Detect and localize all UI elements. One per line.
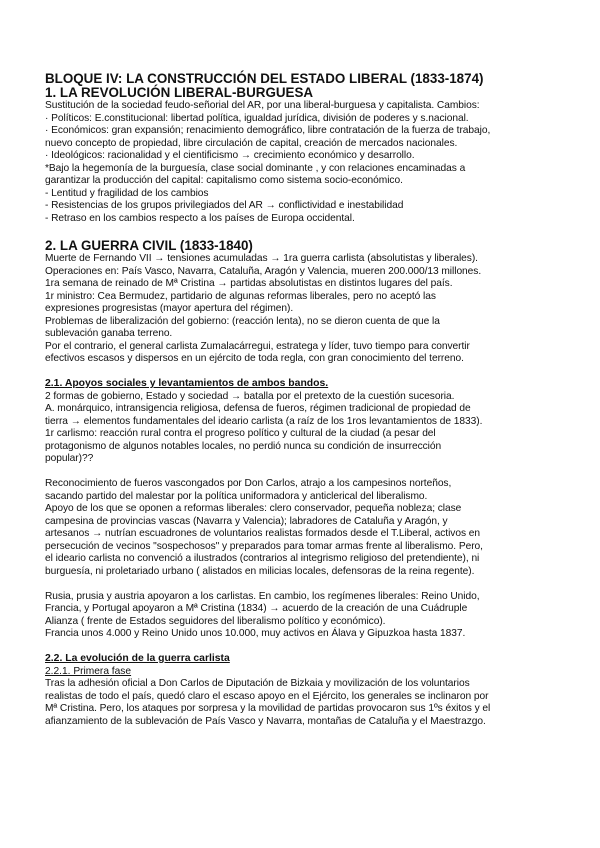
text-line: Alianza ( frente de Estados seguidores del liberalismo político y económico). bbox=[45, 615, 386, 627]
section-1-heading: 1. LA REVOLUCIÓN LIBERAL-BURGUESA bbox=[45, 85, 314, 100]
section-2-body bbox=[45, 253, 565, 366]
text-line: Francia, y Portugal apoyaron a Mª Cristina (1834) → acuerdo de la creación de una Cuádruple bbox=[45, 603, 468, 614]
text-line: burguesía, ni proletariado urbano ( alistados en milicias locales, defensoras de la reina regente). bbox=[45, 565, 475, 577]
text-line: · Políticos: E.constitucional: libertad política, igualdad jurídica, división de poderes y s.nacional. bbox=[45, 112, 469, 124]
text-line: Tras la adhesión oficial a Don Carlos de Diputación de Bizkaia y movilización de los voluntarios bbox=[45, 678, 470, 689]
text-line: Mª Cristina. Pero, los ataques por sorpresa y la movilidad de partidas provocaron sus 1ºs éxitos y el bbox=[45, 703, 491, 714]
section-2-heading: 2. LA GUERRA CIVIL (1833-1840) bbox=[45, 238, 253, 253]
text-line: · Ideológicos: racionalidad y el cientificismo → crecimiento económico y desarrollo. bbox=[45, 150, 415, 161]
section-2-2-heading: 2.2. La evolución de la guerra carlista bbox=[45, 653, 230, 664]
text-line: 1r ministro: Cea Bermudez, partidario de algunas reformas liberales, pero no aceptó las bbox=[45, 290, 436, 302]
text-line: 2 formas de gobierno, Estado y sociedad → batalla por el pretexto de la cuestión sucesoria. bbox=[45, 390, 455, 402]
text-line: - Lentitud y fragilidad de los cambios bbox=[45, 187, 209, 199]
text-line: 1r carlismo: reacción rural contra el progreso político y cultural de la ciudad (a pesar del bbox=[45, 428, 436, 439]
text-line: Francia unos 4.000 y Reino Unido unos 10.000, muy activos en Álava y Gipuzkoa hasta 1837. bbox=[45, 628, 466, 639]
text-line: Operaciones en: País Vasco, Navarra, Cataluña, Aragón y Valencia, mueren 200.000/13 millones. bbox=[45, 265, 482, 277]
text-line: realistas de todo el país, quedó claro el escaso apoyo en el Ejército, los generales se inclinaron por bbox=[45, 690, 489, 702]
document-page bbox=[45, 72, 565, 728]
section-1-body bbox=[45, 100, 565, 225]
text-line: · Económicos: gran expansión; renacimiento demográfico, libre contratación de la fuerza de trabajo, bbox=[45, 125, 491, 136]
text-line: 1ra semana de reinado de Mª Cristina → partidas absolutistas en distintos lugares del país. bbox=[45, 278, 453, 289]
text-line: Reconocimiento de fueros vascongados por Don Carlos, atrajo a los campesinos norteños, bbox=[45, 478, 452, 489]
text-line: *Bajo la hegemonía de la burguesía, clase social dominante , y con relaciones encaminadas a bbox=[45, 162, 466, 174]
text-line: artesanos → nutrían escuadrones de voluntarios realistas formados desde el T.Liberal, activos en bbox=[45, 528, 481, 539]
block-title: BLOQUE IV: LA CONSTRUCCIÓN DEL ESTADO LIBERAL (1833-1874) bbox=[45, 71, 484, 86]
text-line: Rusia, prusia y austria apoyaron a los carlistas. En cambio, los regímenes liberales: Reino Unido, bbox=[45, 590, 480, 602]
text-line: protagonismo de algunos notables locales, no perdió nunca su condición de insurrección bbox=[45, 440, 442, 452]
section-2-1-paragraph-1 bbox=[45, 391, 565, 466]
section-2-2-1-body bbox=[45, 678, 565, 728]
text-line: Sustitución de la sociedad feudo-señorial del AR, por una liberal-burguesa y capitalista. Cambios: bbox=[45, 100, 480, 111]
text-line: Por el contrario, el general carlista Zumalacárregui, estratega y líder, tuvo tiempo para convertir bbox=[45, 340, 470, 352]
text-line: - Retraso en los cambios respecto a los países de Europa occidental. bbox=[45, 212, 355, 224]
section-2-1-paragraph-2 bbox=[45, 478, 565, 578]
section-2-2-1-heading: 2.2.1. Primera fase bbox=[45, 665, 132, 677]
text-line: campesina de provincias vascas (Navarra y Valencia); labradores de Cataluña y Aragón, y bbox=[45, 515, 448, 527]
text-line: popular)?? bbox=[45, 453, 94, 464]
section-2-1-heading: 2.1. Apoyos sociales y levantamientos de ambos bandos. bbox=[45, 378, 329, 389]
text-line: Problemas de liberalización del gobierno: (reacción lenta), no se dieron cuenta de que la bbox=[45, 315, 440, 327]
text-line: nuevo concepto de propiedad, libre circulación de capital, creación de mercados nacionales. bbox=[45, 137, 458, 149]
text-line: expresiones progresistas (mayor apertura del régimen). bbox=[45, 303, 294, 314]
section-2-1-paragraph-3 bbox=[45, 591, 565, 641]
text-line: sublevación ganaba terreno. bbox=[45, 328, 173, 339]
text-line: tierra → elementos fundamentales del ideario carlista (a raíz de los 1ros levantamientos de 1833). bbox=[45, 415, 483, 427]
text-line: el ideario carlista no convenció a ilustrados (contrarios al integrismo religioso del pretendiente), ni bbox=[45, 553, 480, 564]
text-line: persecución de vecinos "sospechosos" y preparados para tomar armas frente al liberalismo. Pero, bbox=[45, 540, 483, 552]
text-line: garantizar la producción del capital: capitalismo como sistema socio-económico. bbox=[45, 175, 403, 186]
text-line: afianzamiento de la sublevación de País Vasco y Navarra, montañas de Cataluña y el Maestrazgo. bbox=[45, 715, 486, 727]
text-line: - Resistencias de los grupos privilegiados del AR → conflictividad e inestabilidad bbox=[45, 200, 404, 211]
text-line: sacando partido del malestar por la política uniformadora y anticlerical del liberalismo. bbox=[45, 490, 428, 502]
text-line: efectivos escasos y dispersos en un ejército de toda regla, con gran conocimiento del terreno. bbox=[45, 353, 464, 364]
text-line: Muerte de Fernando VII → tensiones acumuladas → 1ra guerra carlista (absolutistas y liberales). bbox=[45, 253, 478, 264]
text-line: A. monárquico, intransigencia religiosa, defensa de fueros, régimen tradicional de propiedad de bbox=[45, 403, 471, 414]
text-line: Apoyo de los que se oponen a reformas liberales: clero conservador, pequeña nobleza; clase bbox=[45, 503, 462, 514]
